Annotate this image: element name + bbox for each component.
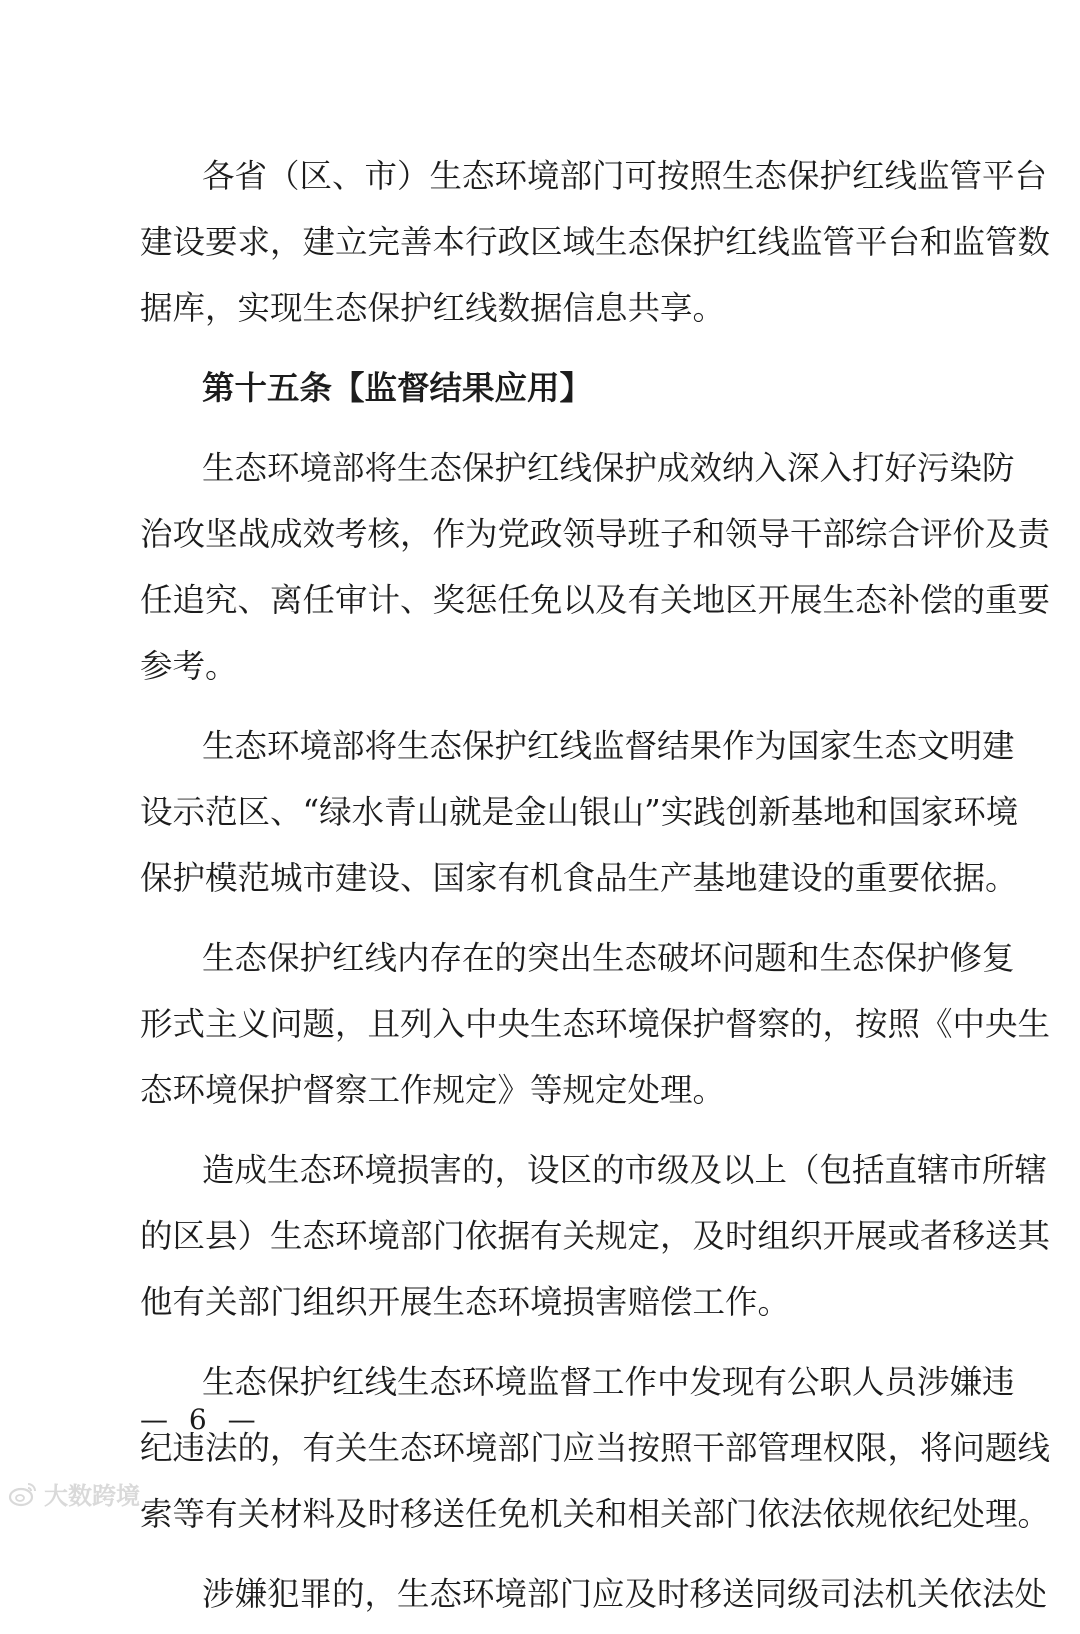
text-line: 态环境保护督察工作规定》等规定处理。 bbox=[140, 1071, 726, 1109]
text-line: 据库，实现生态保护红线数据信息共享。 bbox=[140, 289, 726, 327]
text-line: 治攻坚战成效考核，作为党政领导班子和领导干部综合评价及责 bbox=[140, 515, 1051, 553]
weibo-logo-icon bbox=[8, 1481, 38, 1507]
paragraph-gap bbox=[140, 706, 950, 720]
text-line: 第十五条【监督结果应用】 bbox=[202, 369, 593, 407]
article-heading bbox=[140, 362, 950, 428]
paragraph-gap bbox=[140, 1342, 950, 1356]
text-line: 生态环境部将生态保护红线监督结果作为国家生态文明建 bbox=[202, 727, 1015, 765]
paragraph bbox=[140, 932, 1051, 1130]
paragraph-gap bbox=[140, 1130, 950, 1144]
text-line: 形式主义问题，且列入中央生态环境保护督察的，按照《中央生 bbox=[140, 1005, 1051, 1043]
text-line: 索等有关材料及时移送任免机关和相关部门依法依规依纪处理。 bbox=[140, 1495, 1051, 1533]
paragraph-gap bbox=[140, 428, 950, 442]
paragraph bbox=[140, 1356, 1051, 1554]
paragraph-gap bbox=[140, 918, 950, 932]
text-line: 建设要求，建立完善本行政区域生态保护红线监管平台和监管数 bbox=[140, 223, 1051, 261]
text-line: 的区县）生态环境部门依据有关规定，及时组织开展或者移送其 bbox=[140, 1217, 1051, 1255]
paragraph bbox=[140, 1144, 1051, 1342]
text-line: 纪违法的，有关生态环境部门应当按照干部管理权限，将问题线 bbox=[140, 1429, 1051, 1467]
text-line: 生态环境部将生态保护红线保护成效纳入深入打好污染防 bbox=[202, 449, 1015, 487]
paragraph-gap bbox=[140, 1554, 950, 1568]
text-line: 任追究、离任审计、奖惩任免以及有关地区开展生态补偿的重要 bbox=[140, 581, 1051, 619]
text-line: 保护模范城市建设、国家有机食品生产基地建设的重要依据。 bbox=[140, 859, 1018, 897]
page-number: — 6 — bbox=[140, 1403, 262, 1436]
text-line: 设示范区、“绿水青山就是金山银山”实践创新基地和国家环境 bbox=[140, 793, 1019, 831]
paragraph bbox=[140, 442, 1051, 706]
paragraph bbox=[140, 1568, 1048, 1634]
text-line: 生态保护红线生态环境监督工作中发现有公职人员涉嫌违 bbox=[202, 1363, 1015, 1401]
text-line: 各省（区、市）生态环境部门可按照生态保护红线监管平台 bbox=[202, 157, 1048, 195]
paragraph bbox=[140, 150, 1051, 348]
text-line: 造成生态环境损害的，设区的市级及以上（包括直辖市所辖 bbox=[202, 1151, 1048, 1189]
text-line: 他有关部门组织开展生态环境损害赔偿工作。 bbox=[140, 1283, 791, 1321]
text-line: 生态保护红线内存在的突出生态破坏问题和生态保护修复 bbox=[202, 939, 1015, 977]
watermark-text: 大数跨境 bbox=[44, 1482, 140, 1510]
text-line: 参考。 bbox=[140, 647, 238, 685]
paragraph-gap bbox=[140, 348, 950, 362]
paragraph bbox=[140, 720, 1019, 918]
text-line: 涉嫌犯罪的，生态环境部门应及时移送同级司法机关依法处 bbox=[202, 1575, 1048, 1613]
watermark bbox=[8, 1476, 140, 1511]
